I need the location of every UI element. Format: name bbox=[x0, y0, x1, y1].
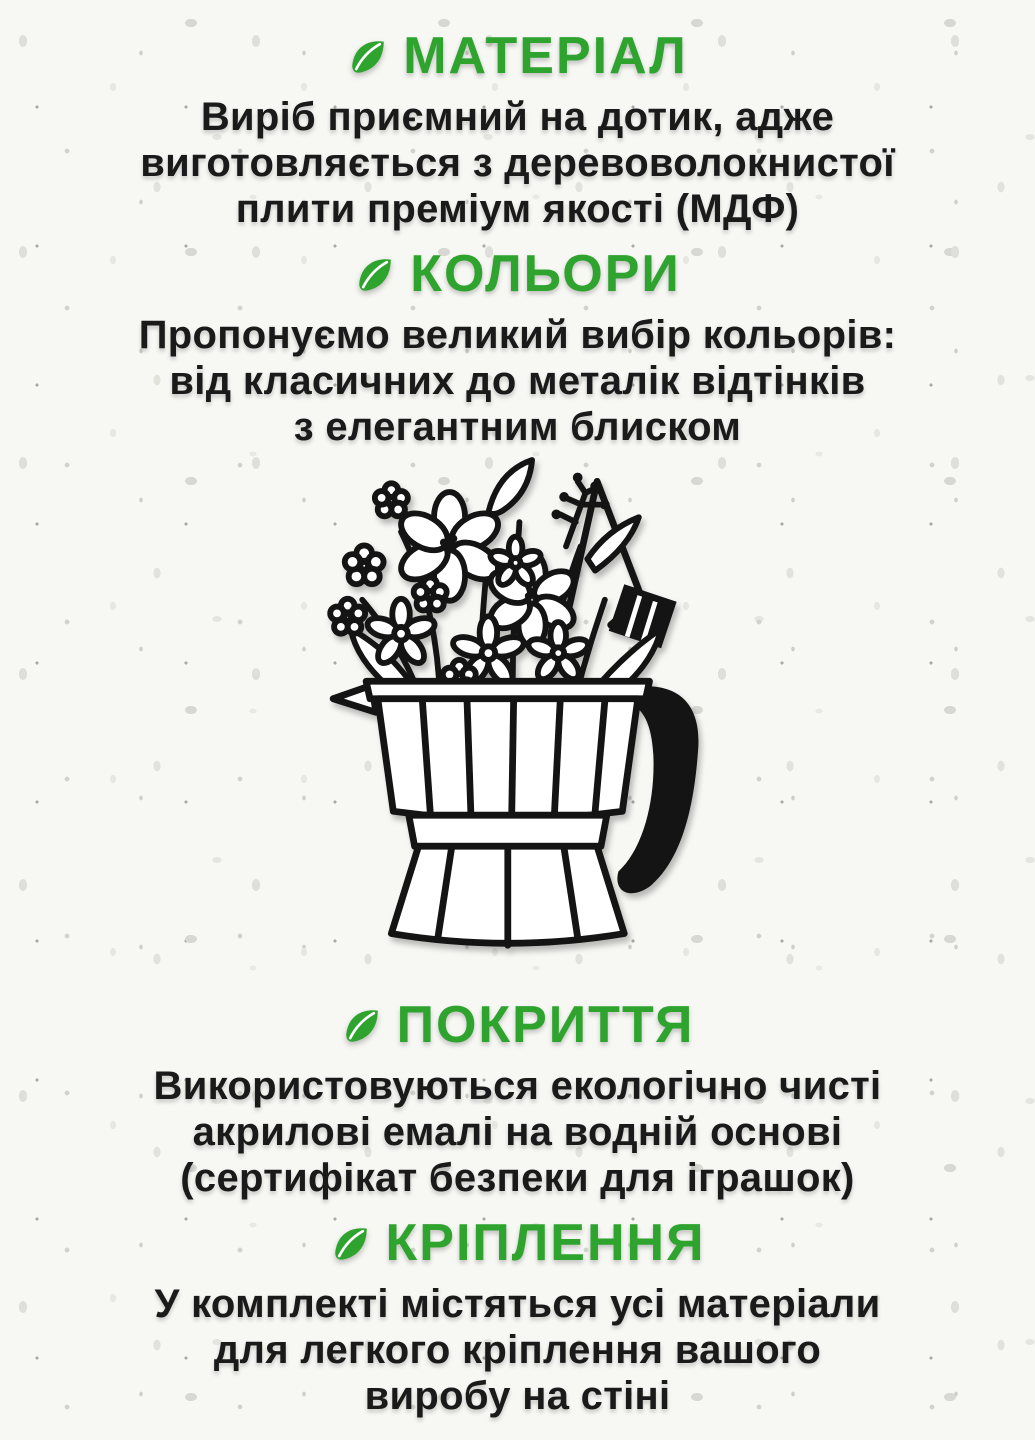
body-line: (сертифікат безпеки для іграшок) bbox=[180, 1156, 855, 1200]
body-line: Пропонуємо великий вибір кольорів: bbox=[138, 313, 897, 357]
body-line: плити преміум якості (МДФ) bbox=[235, 187, 800, 231]
section-coating-body bbox=[154, 1063, 882, 1201]
section-material-title: МАТЕРІАЛ bbox=[403, 27, 688, 85]
body-line: з елегантним блиском bbox=[293, 405, 742, 449]
section-colors-title: КОЛЬОРИ bbox=[410, 245, 681, 303]
section-colors bbox=[139, 242, 897, 450]
section-colors-body bbox=[139, 312, 897, 450]
section-coating-title: ПОКРИТТЯ bbox=[396, 996, 695, 1054]
section-mounting-body bbox=[154, 1281, 880, 1419]
flower-bouquet bbox=[330, 460, 661, 697]
body-line: Використовуються екологічно чисті bbox=[153, 1064, 882, 1108]
section-colors-heading bbox=[139, 242, 897, 306]
section-mounting-heading bbox=[154, 1211, 880, 1275]
moka-pot bbox=[333, 681, 698, 945]
moka-pot-flowers-art bbox=[304, 454, 731, 959]
small-flower bbox=[330, 599, 365, 634]
section-material-heading bbox=[140, 24, 895, 88]
section-mounting-title: КРІПЛЕННЯ bbox=[385, 1214, 706, 1272]
body-line: виготовляється з деревоволокнистої bbox=[140, 141, 895, 185]
section-mounting bbox=[154, 1211, 880, 1419]
section-coating bbox=[154, 993, 882, 1201]
small-flower bbox=[345, 545, 384, 584]
section-material bbox=[140, 24, 895, 232]
small-flower bbox=[375, 483, 408, 516]
body-line: для легкого кріплення вашого bbox=[213, 1328, 822, 1372]
body-line: виробу на стіні bbox=[364, 1374, 671, 1418]
body-line: Виріб приємний на дотик, адже bbox=[200, 95, 835, 139]
body-line: У комплекті містяться усі матеріали bbox=[154, 1282, 881, 1326]
section-material-body bbox=[140, 94, 895, 232]
leaf-icon bbox=[354, 253, 396, 295]
leaf-icon bbox=[347, 35, 389, 77]
body-line: від класичних до металік відтінків bbox=[169, 359, 866, 403]
leaf-icon bbox=[330, 1222, 372, 1264]
section-coating-heading bbox=[154, 993, 882, 1057]
leaf-icon bbox=[341, 1004, 383, 1046]
body-line: акрилові емалі на водній основі bbox=[192, 1110, 843, 1154]
moka-pot-flowers-illustration bbox=[304, 454, 731, 959]
